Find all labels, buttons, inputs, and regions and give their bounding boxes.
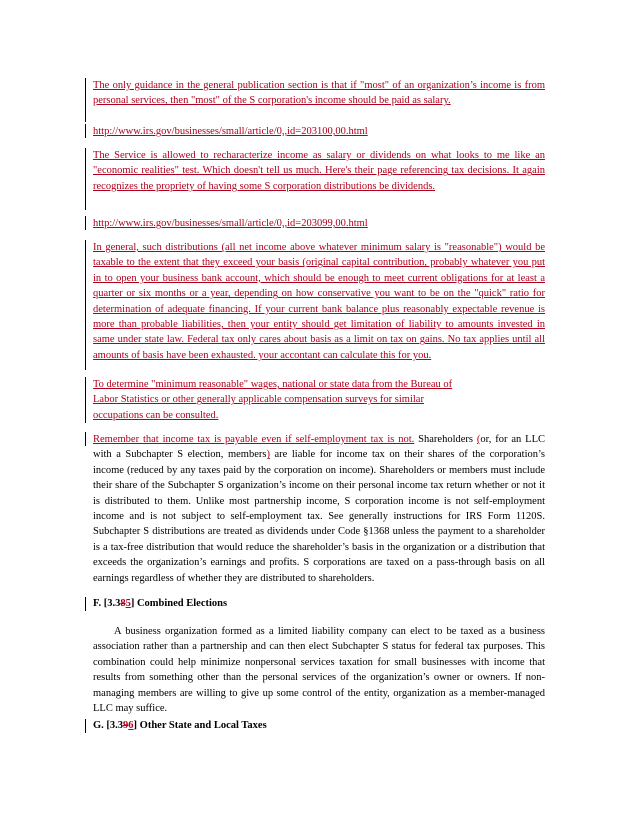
- inserted-text: (: [476, 434, 481, 445]
- body-text: Shareholders: [414, 434, 477, 445]
- heading-text: ] Other State and Local Taxes: [133, 720, 267, 731]
- inserted-text: In general, such distributions (all net income above whatever minimum salary is "reasonable") would be taxable to the extent that they exceed your basis (original capital contribution, probably whatever you put in to open your business bank account, which should be enough to meet current obligations for at least a quarter or six months or a year, depending on how conservative you want to be on the "quick" ratio for determination of adequate financing. If your current bank balance plus reasonably expectable revenue is more than probable liabilities, then your entity should get limitation of liability to amounts invested in same under state law. Federal tax only cares about basis as a limit on tax on gains. No tax applies until all amounts of basis have been exhausted. your accontant can calculate this for you.: [93, 242, 545, 361]
- paragraph-combined-elections: [93, 624, 545, 716]
- heading-combined-elections: [93, 598, 227, 609]
- inserted-text: The only guidance in the general publication section is that if "most" of an organization’s income is from personal services, then "most" of the S corporation's income should be paid as salary.: [93, 80, 545, 107]
- link-text[interactable]: http://www.irs.gov/businesses/small/article/0,,id=203100,00.html: [93, 126, 368, 137]
- body-text: A business organization formed as a limited liability company can elect to be taxed as a business association rather than a partnership and can then elect Subchapter S status for federal tax purposes. This combination could help minimize nonpersonal services taxation for small businesses with income that results from something other than the personal services of the organization’s owner or owners. If non-managing members are willing to give up some control of the entity, organization as a member-managed LLC may suffice.: [93, 626, 545, 715]
- paragraph-shareholders: [93, 432, 545, 586]
- change-bar: [85, 124, 86, 138]
- inserted-text: The Service is allowed to recharacterize income as salary or dividends on what looks to me like an "economic realities" test. Which doesn't tell us much. Here's their page referencing tax decisions. It again recognizes the propriety of having some S corporation distributions be dividends.: [93, 150, 545, 192]
- heading-text: F. [3.3: [93, 598, 121, 609]
- link-text[interactable]: http://www.irs.gov/businesses/small/article/0,,id=203099,00.html: [93, 218, 368, 229]
- change-bar: [85, 78, 86, 122]
- body-text: are liable for income tax on their shares of the corporation’s income (reduced by any taxes paid by the corporation on income). Shareholders or members must include their share of the Subchapter S organization’s income on their personal income tax return whether or not it is distributed to them. Unlike most partnership income, S corporation income is not self-employment income and is not subject to self-employment tax. See generally instructions for IRS Form 1120S. Subchapter S distributions are treated as dividends under Code §1368 unless the payment to a shareholder is a tax-free distribution that would reduce the shareholder’s basis in the organization or a distribution that exceeds the organization’s earnings and profits. S corporations are taxed on a pass-through basis on all earnings regardless of whether they are distributed to shareholders.: [93, 449, 546, 584]
- link-irs-203100[interactable]: [93, 124, 545, 139]
- deleted-text: 8: [120, 598, 126, 609]
- paragraph-distributions: [93, 240, 545, 363]
- inserted-text: To determine "minimum reasonable" wages, national or state data from the Bureau of Labor Statistics or other generally applicable compensation surveys for similar occupations can be consulted.: [93, 379, 453, 421]
- paragraph-recharacterize: [93, 148, 545, 194]
- inserted-text: 6: [128, 720, 134, 731]
- body-text: or, for an LLC with a Subchapter S election, members: [93, 434, 546, 461]
- paragraph-guidance: [93, 78, 545, 109]
- change-bar: [85, 240, 86, 370]
- change-bar: [85, 432, 86, 446]
- paragraph-minimum-wages: [93, 377, 473, 423]
- change-bar: [85, 148, 86, 210]
- change-bar: [85, 597, 86, 611]
- change-bar: [85, 719, 86, 733]
- change-bar: [85, 216, 86, 230]
- heading-text: ] Combined Elections: [130, 598, 228, 609]
- heading-text: G. [3.3: [93, 720, 124, 731]
- inserted-text: 5: [125, 598, 131, 609]
- inserted-text: ): [266, 449, 270, 461]
- link-irs-203099[interactable]: [93, 216, 545, 231]
- inserted-text: Remember that income tax is payable even if self-employment tax is not.: [93, 434, 415, 445]
- change-bar: [85, 377, 86, 423]
- deleted-text: 9: [123, 720, 129, 731]
- heading-other-taxes: [93, 720, 267, 731]
